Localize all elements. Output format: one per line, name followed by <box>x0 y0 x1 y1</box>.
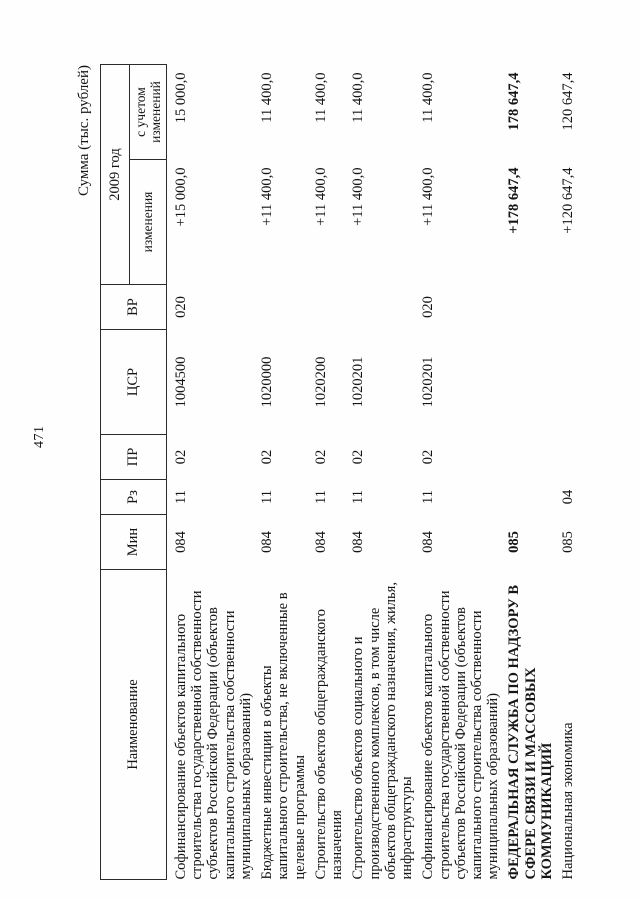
cell-changes: +178 647,4 <box>506 167 523 234</box>
cell-vr <box>503 285 557 330</box>
cell-name: Строительство объектов социального и производственного комплексов, в том числе объектов общегражданского назначения, жилья, инфраструктуры <box>350 582 416 880</box>
column-header-pr: ПР <box>101 435 167 480</box>
cell-min: 085 <box>506 531 523 553</box>
cell-name: Софинансирование объектов капитального строительства государственной собственности субъектов Российской Федерации (объектов капитального строительства собственности муниципальных образований) <box>173 590 254 880</box>
cell-name: Национальная экономика <box>560 722 577 880</box>
cell-csr: 1020200 <box>312 356 329 408</box>
cell-pr: 02 <box>173 449 189 465</box>
column-header-csr: ЦСР <box>101 330 167 435</box>
table-row <box>503 64 557 879</box>
cell-csr: 1020201 <box>420 356 437 408</box>
table-row <box>557 64 578 879</box>
cell-name: Бюджетные инвестиции в объекты капитального строительства, не включенные в целевые программы <box>259 592 308 880</box>
cell-vr: 020 <box>420 296 437 318</box>
cell-rz: 11 <box>350 490 367 504</box>
cell-name: ФЕДЕРАЛЬНАЯ СЛУЖБА ПО НАДЗОРУ В СФЕРЕ СВЯЗИ И МАССОВЫХ КОММУНИКАЦИЙ <box>506 584 555 880</box>
cell-changes: +11 400,0 <box>312 167 329 226</box>
cell-changes: +11 400,0 <box>259 167 276 226</box>
cell-csr: 1020201 <box>350 356 367 408</box>
cell-pr: 02 <box>350 449 367 465</box>
column-header-with-changes: с учетом изменений <box>130 64 167 159</box>
cell-min: 084 <box>259 531 276 553</box>
cell-with-changes: 178 647,4 <box>506 72 523 131</box>
budget-table <box>100 64 578 880</box>
table-row <box>256 64 310 879</box>
cell-with-changes: 11 400,0 <box>312 72 329 123</box>
cell-changes: +120 647,4 <box>560 167 577 234</box>
cell-rz: 04 <box>560 489 577 505</box>
cell-changes: +11 400,0 <box>350 167 367 226</box>
column-header-vr: ВР <box>101 285 167 330</box>
column-header-rz: Рз <box>101 480 167 515</box>
table-row <box>347 64 417 879</box>
cell-pr <box>557 435 578 480</box>
cell-rz <box>503 480 557 515</box>
cell-min: 085 <box>560 531 577 553</box>
cell-name: Софинансирование объектов капитального строительства государственной собственности субъектов Российской Федерации (объектов капитального строительства собственности муниципальных образований) <box>420 590 502 880</box>
cell-pr <box>503 435 557 480</box>
units-label: Сумма (тыс. рублей) <box>76 65 92 197</box>
cell-vr: 020 <box>173 296 189 318</box>
cell-vr <box>256 285 310 330</box>
cell-vr <box>557 285 578 330</box>
table-row <box>417 64 503 879</box>
cell-with-changes: 15 000,0 <box>173 72 189 124</box>
cell-rz: 11 <box>312 490 329 504</box>
cell-rz: 11 <box>259 490 276 504</box>
cell-vr <box>310 285 347 330</box>
cell-min: 084 <box>420 531 437 553</box>
cell-changes: +15 000,0 <box>173 167 189 227</box>
cell-with-changes: 11 400,0 <box>350 72 367 123</box>
cell-vr <box>347 285 417 330</box>
cell-pr: 02 <box>312 449 329 465</box>
cell-with-changes: 11 400,0 <box>420 72 437 123</box>
cell-rz: 11 <box>420 490 437 504</box>
table-body <box>167 64 579 879</box>
cell-csr <box>557 330 578 435</box>
cell-rz: 11 <box>173 490 189 504</box>
cell-min: 084 <box>173 531 189 553</box>
cell-with-changes: 11 400,0 <box>259 72 276 123</box>
column-header-changes: изменения <box>130 160 167 285</box>
table-row <box>167 64 257 879</box>
cell-changes: +11 400,0 <box>420 167 437 226</box>
cell-csr <box>503 330 557 435</box>
cell-with-changes: 120 647,4 <box>560 72 577 131</box>
cell-min: 084 <box>350 531 367 553</box>
table-row <box>310 64 347 879</box>
cell-csr: 1020000 <box>259 356 276 408</box>
cell-pr: 02 <box>259 449 276 465</box>
cell-name: Строительство объектов общегражданского назначения <box>312 609 346 880</box>
cell-pr: 02 <box>420 449 437 465</box>
column-header-year-group: 2009 год <box>101 64 130 284</box>
cell-min: 084 <box>312 531 329 553</box>
column-header-name: Наименование <box>101 570 167 880</box>
cell-csr: 1004500 <box>173 356 189 408</box>
page-number: 471 <box>32 425 47 448</box>
table-header <box>101 64 167 879</box>
column-header-min: Мин <box>101 515 167 570</box>
